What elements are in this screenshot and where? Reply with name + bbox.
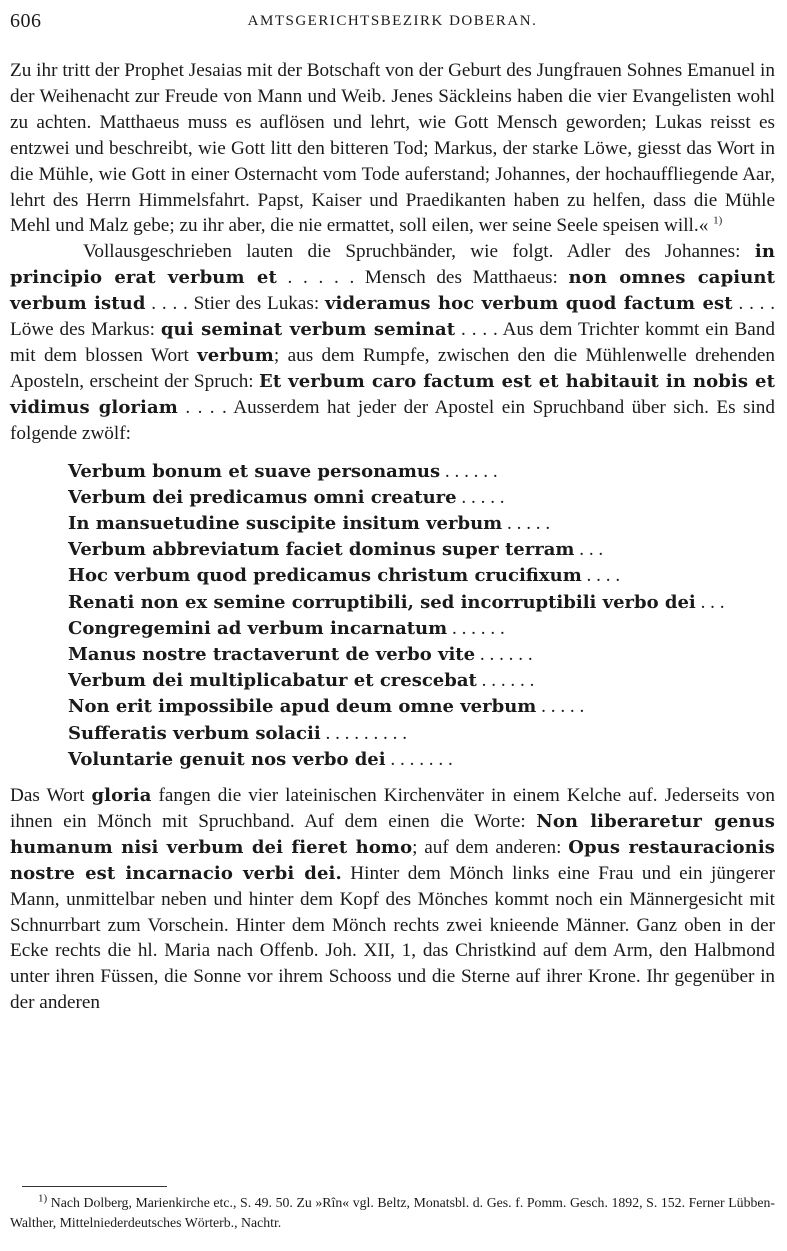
list-item <box>68 537 775 563</box>
footnote-marker: 1) <box>38 1192 48 1205</box>
blackletter-inscription: in principio erat verbum et <box>10 241 775 289</box>
page-number: 606 <box>10 10 42 32</box>
paragraph-2 <box>10 239 775 446</box>
text-run: ; aus dem Rumpfe, zwischen den die Mühlenwelle drehenden Aposteln, erscheint der Spruch: <box>10 344 775 392</box>
text-run: fangen die vier lateinischen Kirchenväter in einem Kelche auf. Jederseits von ihnen ein Mönch mit Spruchband. Auf dem einen die Worte: <box>10 785 775 832</box>
main-text <box>10 58 775 1016</box>
blackletter-inscription: non omnes capiunt verbum istud <box>10 267 775 315</box>
list-item <box>68 694 775 720</box>
blackletter-inscription: verbum <box>197 344 274 366</box>
text-run: . . . . Aus dem Trichter kommt ein Band mit dem blossen Wort <box>10 319 776 366</box>
footnote-body: Nach Dolberg, Marienkirche etc., S. 49. 50. Zu »Rîn« vgl. Beltz, Monatsbl. d. Ges. f. Pomm. Gesch. 1892, S. 152. Ferner Lübben-Walther, Mittelniederdeutsches Wörterb., Nachtr. <box>10 1195 775 1230</box>
blackletter-inscription: qui seminat verbum seminat <box>160 319 456 341</box>
blackletter-inscription: Opus restauracionis nostre est incarnacio verbi dei. <box>10 836 775 884</box>
paragraph-1-text: Zu ihr tritt der Prophet Jesaias mit der Botschaft von der Geburt des Jungfrauen Sohnes Emanuel in der Weihenacht zur Freude von Mann und Weib. Jenes Säckleins haben die vier Evangelisten wohl zu achten. Matthaeus muss es auflösen und lehrt, wie Gott Mensch geworden; Lukas reisst es entzwei und beschreibt, wie Gott litt den bitteren Tod; Markus, der starke Löwe, giesst das Wort in die Mühle, wie Gott in einer Osternacht vom Tode auferstand; Johannes, der hochauffliegende Aar, lehrt des Herrn Himmelsfahrt. Papst, Kaiser und Praedikanten haben zu helfen, dass die Mühle Mehl und Malz gebe; zu ihr aber, die nie ermattet, soll eilen, wer seine Seele speisen will.« <box>10 60 775 237</box>
list-item-inscription: Manus nostre tractaverunt de verbo vite <box>68 644 476 666</box>
leader-dots: . . . . . . <box>475 644 533 666</box>
paragraph-1 <box>10 58 775 239</box>
paragraph-3 <box>10 783 775 1016</box>
leader-dots: . . . . <box>581 565 621 587</box>
leader-dots: . . . . . <box>456 486 505 508</box>
leader-dots: . . . <box>574 539 604 561</box>
text-run: ; auf dem anderen: <box>412 836 562 858</box>
list-item-inscription: Verbum bonum et suave personamus <box>68 460 441 482</box>
leader-dots: . . . . . . <box>440 460 498 482</box>
list-item-inscription: Verbum dei multiplicabatur et crescebat <box>68 670 477 692</box>
list-item <box>68 616 775 642</box>
list-item-inscription: Sufferatis verbum solacii <box>68 722 321 744</box>
leader-dots: . . . . . . . <box>385 748 453 770</box>
list-item-inscription: Verbum dei predicamus omni creature <box>68 486 457 508</box>
list-item <box>68 459 775 485</box>
list-item-inscription: Hoc verbum quod predicamus christum crucifixum <box>68 565 582 587</box>
leader-dots: . . . <box>695 591 725 613</box>
footnote-reference: 1) <box>713 215 723 228</box>
list-item-inscription: Congregemini ad verbum incarnatum <box>68 617 448 639</box>
blackletter-inscription: Et verbum caro factum est et habitauit in nobis et vidimus gloriam <box>10 370 775 418</box>
footnote-divider <box>22 1186 167 1187</box>
list-item <box>68 642 775 668</box>
list-item <box>68 590 775 616</box>
list-item <box>68 511 775 537</box>
text-run: . . . . Ausserdem hat jeder der Apostel ein Spruchband über sich. Es sind folgende zwölf: <box>10 396 775 444</box>
list-item-inscription: Voluntarie genuit nos verbo dei <box>68 748 386 770</box>
blackletter-inscription: Non liberaretur genus humanum nisi verbum dei fieret homo <box>10 810 775 858</box>
text-run: . . . . Löwe des Markus: <box>10 293 776 341</box>
leader-dots: . . . . . <box>536 696 585 718</box>
leader-dots: . . . . . <box>502 513 551 534</box>
footnote <box>10 1193 775 1233</box>
list-item-inscription: Verbum abbreviatum faciet dominus super terram <box>68 539 575 561</box>
leader-dots: . . . . . . <box>476 670 535 692</box>
text-run: . . . . . Mensch des Matthaeus: <box>276 267 558 289</box>
list-item <box>68 668 775 694</box>
list-item <box>68 563 775 589</box>
blackletter-inscription: gloria <box>91 785 152 807</box>
list-item-inscription: Non erit impossibile apud deum omne verbum <box>68 696 537 718</box>
text-run: . . . . Stier des Lukas: <box>145 293 320 315</box>
leader-dots: . . . . . . . . . <box>320 722 408 744</box>
list-item <box>68 721 775 747</box>
text-run: Vollausgeschrieben lauten die Spruchbänder, wie folgt. Adler des Johannes: <box>83 241 741 263</box>
text-run: Das Wort <box>10 785 85 807</box>
footnote-text <box>10 1193 775 1233</box>
apostle-banner-list <box>68 459 775 773</box>
list-item <box>68 485 775 511</box>
blackletter-inscription: videramus hoc verbum quod factum est <box>324 293 733 315</box>
list-item-inscription: In mansuetudine suscipite insitum verbum <box>68 513 503 534</box>
page-header <box>10 10 775 40</box>
text-run: Hinter dem Mönch links eine Frau und ein jüngerer Mann, unmittelbar neben und hinter dem Kopf des Mönches kommt noch ein Männergesicht mit Schnurrbart zum Vorschein. Hinter dem Mönch rechts zwei knieende Männer. Ganz oben in der Ecke rechts die hl. Maria nach Offenb. Joh. XII, 1, das Christkind auf dem Arm, den Halbmond unter ihren Füssen, die Sonne vor ihrem Schooss und die Sterne auf ihrer Krone. Ihr gegenüber in der anderen <box>10 862 775 1014</box>
running-title: AMTSGERICHTSBEZIRK DOBERAN. <box>247 13 538 29</box>
leader-dots: . . . . . . <box>447 617 505 639</box>
list-item-inscription: Renati non ex semine corruptibili, sed incorruptibili verbo dei <box>68 591 696 613</box>
list-item <box>68 747 775 773</box>
